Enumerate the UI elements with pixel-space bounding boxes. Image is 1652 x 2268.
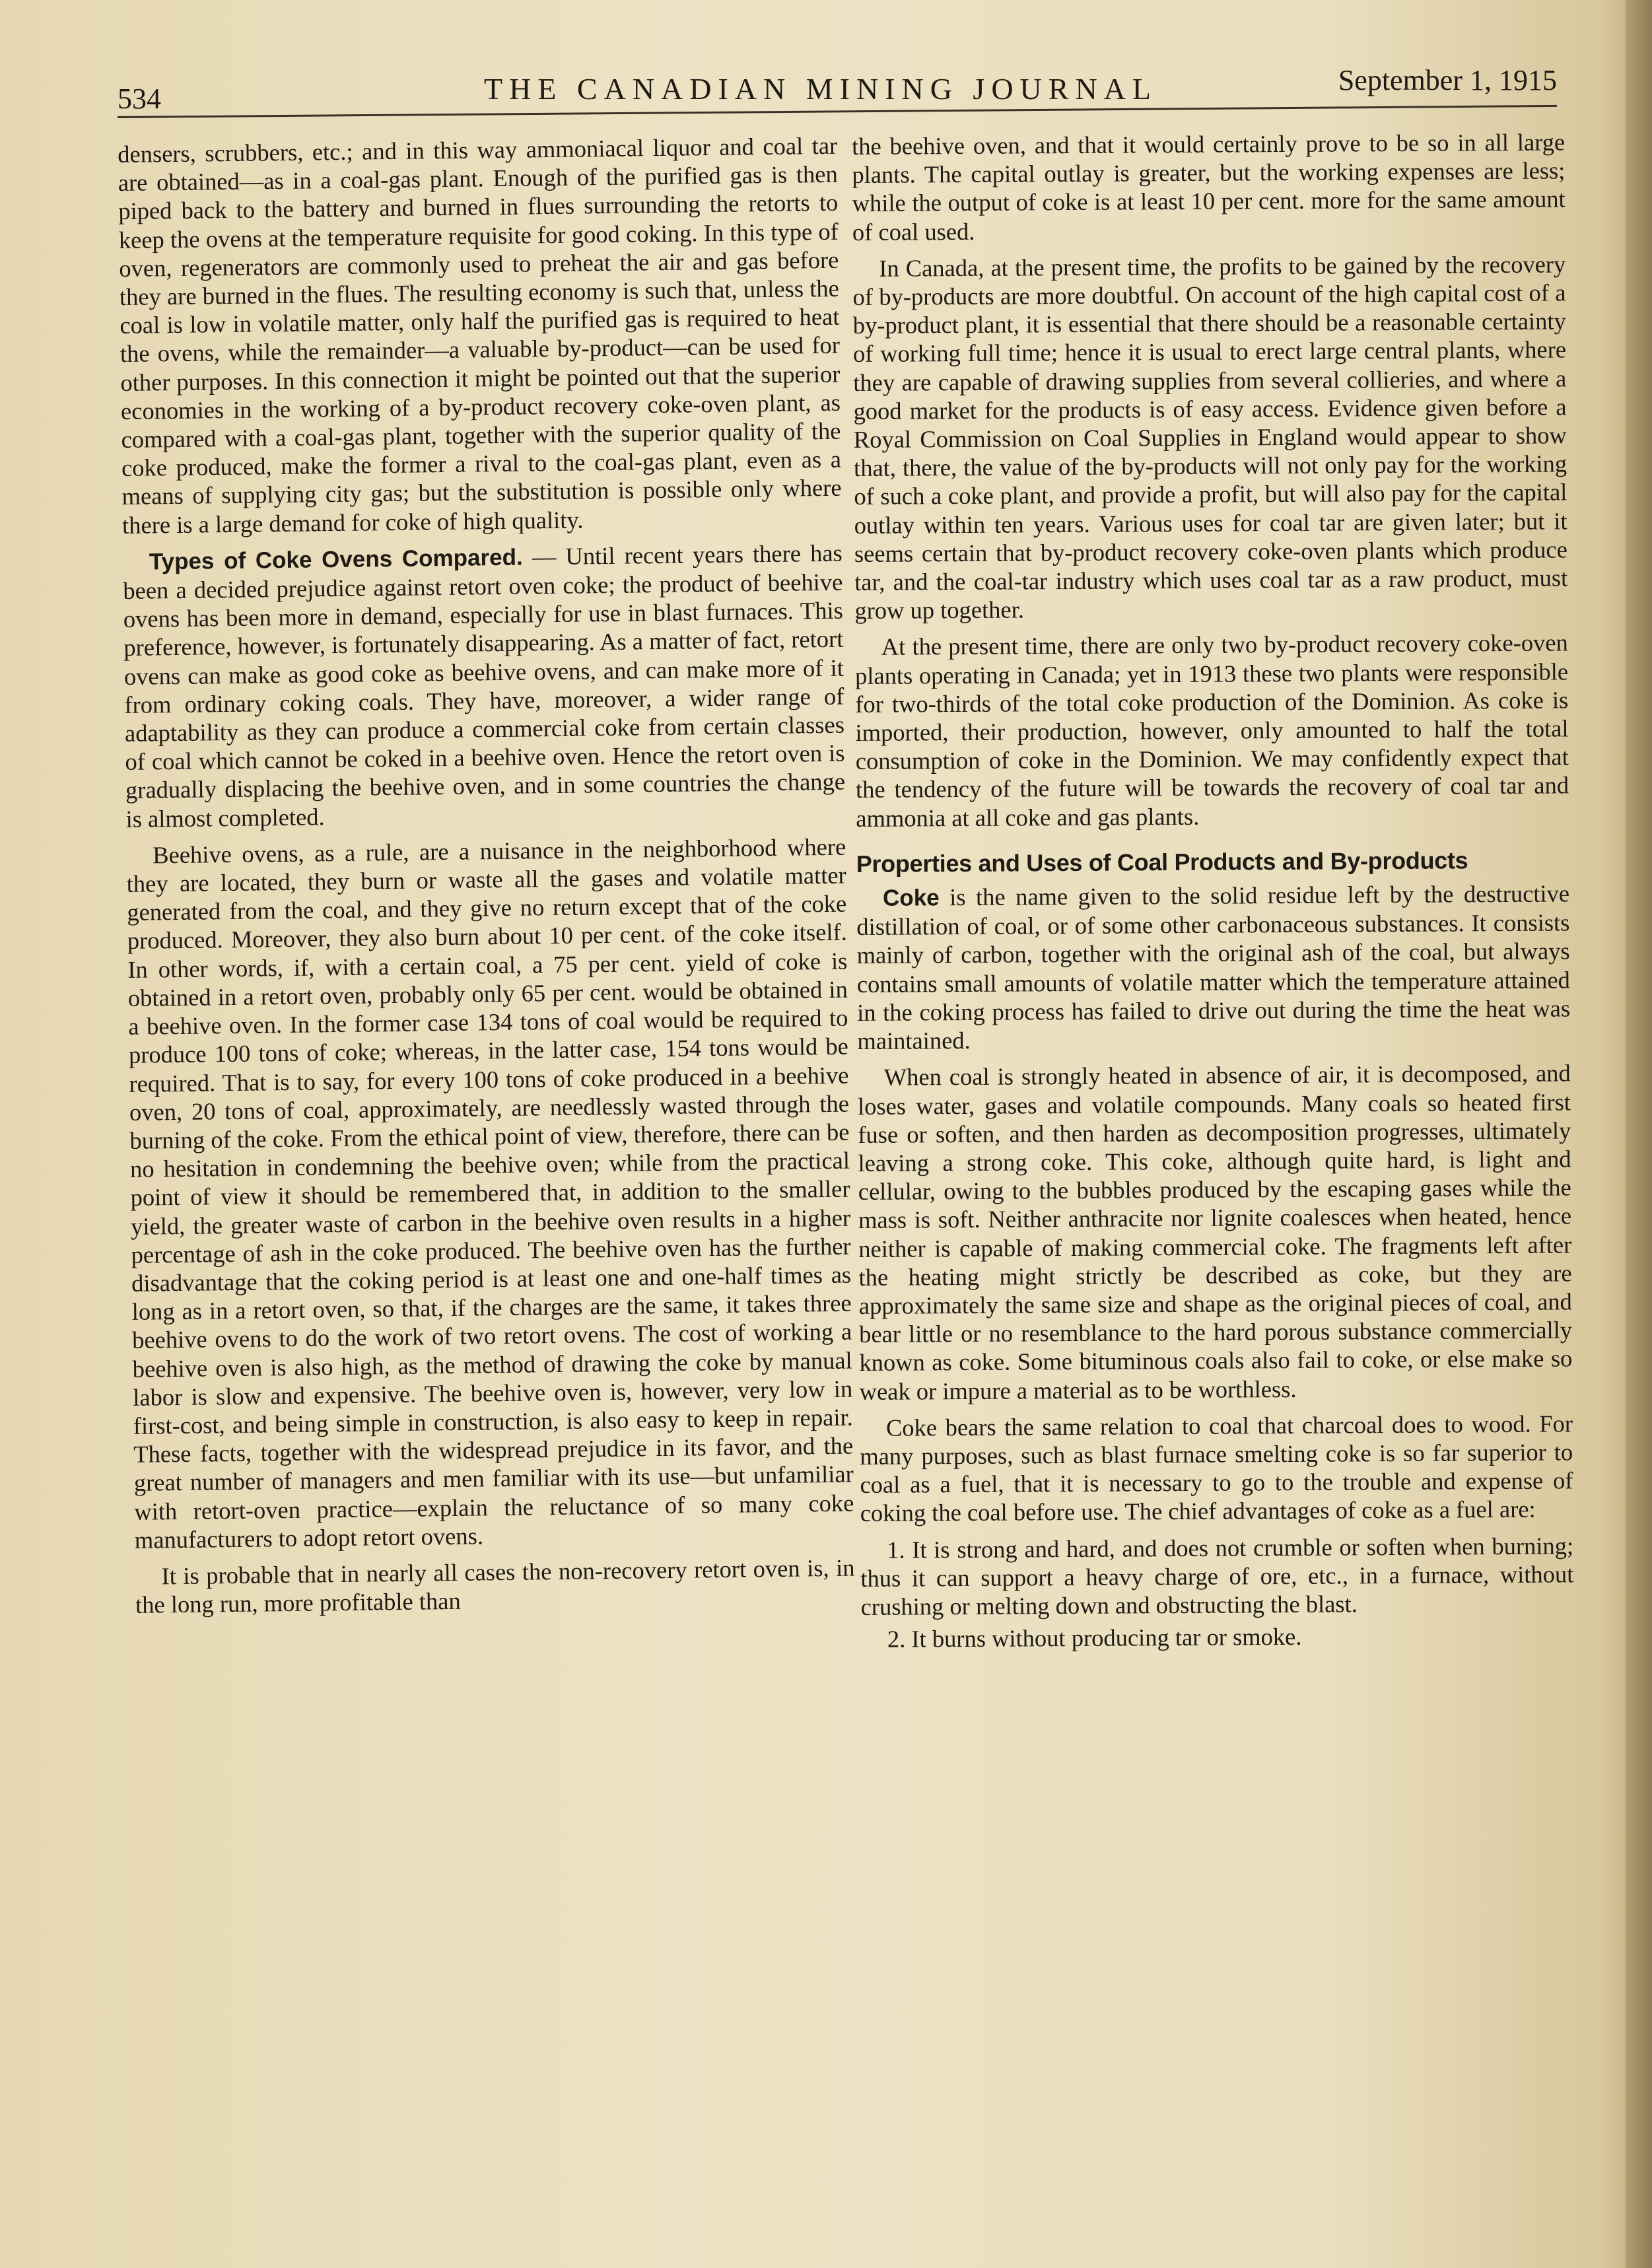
list-item: 1. It is strong and hard, and does not crumble or soften when burning; thus it can support a heavy charge of ore, etc., in a furnace, without crushing or melting down and obstructing the blast. bbox=[860, 1531, 1574, 1620]
paragraph-text: — Until recent years there has been a decided prejudice against retort oven coke; the product of beehive ovens has been more in demand, especially for use in blast furnaces. This preference, however, is fortunately disappearing. As a matter of fact, retort ovens can make as good coke as beehive ovens, and can make more of it from ordinary coking coals. They have, moreover, a wider range of adaptability as they can produce a commercial coke from certain classes of coal which cannot be coked in a beehive oven. Hence the retort oven is gradually displacing the beehive oven, and in some countries the change is almost completed. bbox=[123, 539, 846, 833]
section-heading: Properties and Uses of Coal Products and By-products bbox=[856, 846, 1468, 877]
paragraph: Beehive ovens, as a rule, are a nuisance in the neighborhood where they are located, they burn or waste all the gases and volatile matter generated from the coal, and they give no return except that of the coke produced. Moreover, they also burn about 10 per cent. of the coke itself. In other words, if, with a certain coal, a 75 per cent. yield of coke is obtained in a retort oven, probably only 65 per cent. would be obtained in a beehive oven. In the former case 134 tons of coal would be required to produce 100 tons of coke; whereas, in the latter case, 154 tons would be required. That is to say, for every 100 tons of coke produced in a beehive oven, 20 tons of coal, approximately, are needlessly wasted through the burning of the coke. From the ethical point of view, therefore, there can be no hesitation in condemning the beehive oven; while from the practical point of view it should be remembered that, in addition to the smaller yield, the greater waste of carbon in the beehive oven results in a higher percentage of ash in the coke produced. The beehive oven has the further disadvantage that the coking period is at least one and one-half times as long as in a retort oven, so that, if the charges are the same, it takes three beehive ovens to do the work of two retort ovens. The cost of working a beehive oven is also high, as the method of drawing the coke by manual labor is slow and expensive. The beehive oven is, however, very low in first-cost, and being simple in construction, is also easy to keep in repair. These facts, together with the widespread prejudice in its favor, and the great number of managers and men familiar with its use—but unfamiliar with retort-oven practice—explain the reluctance of so many coke manufacturers to adopt retort ovens. bbox=[126, 833, 854, 1554]
list-item: 2. It burns without producing tar or smoke. bbox=[887, 1623, 1302, 1653]
run-in-heading: Types of Coke Ovens Compared. bbox=[149, 544, 523, 575]
paragraph-text: is the name given to the solid residue left by the destructive distillation of coal, or of some other carbonaceous substances. It consists mainly of carbon, together with the original ash of the coal, but always contains small amounts of volatile matter which the temperature attained in the coking process has failed to drive out during the time the heat was maintained. bbox=[856, 879, 1571, 1055]
paragraph: Coke bears the same relation to coal that charcoal does to wood. For many purposes, such as blast furnace smelting coke is so far superior to coal as a fuel, that it is necessary to go to the trouble and expense of coking the coal before use. The chief advantages of coke as a fuel are: bbox=[860, 1410, 1573, 1527]
paragraph: In Canada, at the present time, the profits to be gained by the recovery of by-products are more doubtful. On account of the high capital cost of a by-product plant, it is essential that there should be a reasonable certainty of working full time; hence it is usual to erect large central plants, where they are capable of drawing supplies from several collieries, and where a good market for the products is of easy access. Evidence given before a Royal Commission on Coal Supplies in England would appear to show that, there, the value of the by-products will not only pay for the working of such a coke plant, and provide a profit, but will also pay for the capital outlay within ten years. Various uses for coal tar are given later; but it seems certain that by-product recovery coke-oven plants which produce tar, and the coal-tar industry which uses coal tar as a raw product, must grow up together. bbox=[852, 250, 1568, 625]
left-column bbox=[118, 131, 855, 1628]
paragraph: At the present time, there are only two by-product recovery coke-oven plants operating in Canada; yet in 1913 these two plants were responsible for two-thirds of the total coke production of the Dominion. As coke is imported, their production, however, only amounted to half the total consumption of coke in the Dominion. We may confidently expect that the tendency of the future will be towards the recovery of coal tar and ammonia at all coke and gas plants. bbox=[854, 629, 1569, 832]
paragraph: densers, scrubbers, etc.; and in this way ammoniacal liquor and coal tar are obtained—as in a coal-gas plant. Enough of the purified gas is then piped back to the battery and burned in flues surrounding the retorts to keep the ovens at the temperature requisite for good coking. In this type of oven, regenerators are commonly used to preheat the air and gas before they are burned in the flues. The resulting economy is such that, unless the coal is low in volatile matter, only half the purified gas is required to heat the ovens, while the remainder—a valuable by-product—can be used for other purposes. In this connection it might be pointed out that the superior economies in the working of a by-product recovery coke-oven plant, as compared with a coal-gas plant, together with the superior quality of the coke produced, make the former a rival to the coal-gas plant, even as a means of supplying city gas; but the substitution is possible only where there is a large demand for coke of high quality. bbox=[118, 131, 842, 539]
paragraph bbox=[856, 879, 1571, 1055]
issue-date: September 1, 1915 bbox=[1338, 64, 1557, 96]
paragraph: When coal is strongly heated in absence of air, it is decomposed, and loses water, gases and volatile compounds. Many coals so heated first fuse or soften, and then harden as decomposition progresses, ultimately leaving a strong coke. This coke, although quite hard, is light and cellular, owing to the bubbles produced by the escaping gases while the mass is soft. Neither anthracite nor lignite coalesces when heated, hence neither is capable of making commercial coke. The fragments left after the heating might strictly be described as coke, but they are approximately the same size and shape as the original pieces of coal, and bear little or no resemblance to the hard porous substance commercially known as coke. Some bituminous coals also fail to coke, or else make so weak or impure a material as to be worthless. bbox=[857, 1059, 1573, 1405]
paragraph bbox=[123, 538, 846, 833]
run-in-heading: Coke bbox=[882, 885, 940, 911]
paragraph: It is probable that in nearly all cases the non-recovery retort oven is, in the long run, more profitable than bbox=[135, 1554, 855, 1618]
page-number: 534 bbox=[118, 83, 161, 115]
right-column bbox=[852, 127, 1574, 1657]
journal-title: THE CANADIAN MINING JOURNAL bbox=[484, 72, 1157, 106]
page-binding-edge bbox=[1626, 0, 1652, 2268]
paragraph: the beehive oven, and that it would certainly prove to be so in all large plants. The capital outlay is greater, but the working expenses are less; while the output of coke is at least 10 per cent. more for the same amount of coal used. bbox=[852, 128, 1566, 246]
